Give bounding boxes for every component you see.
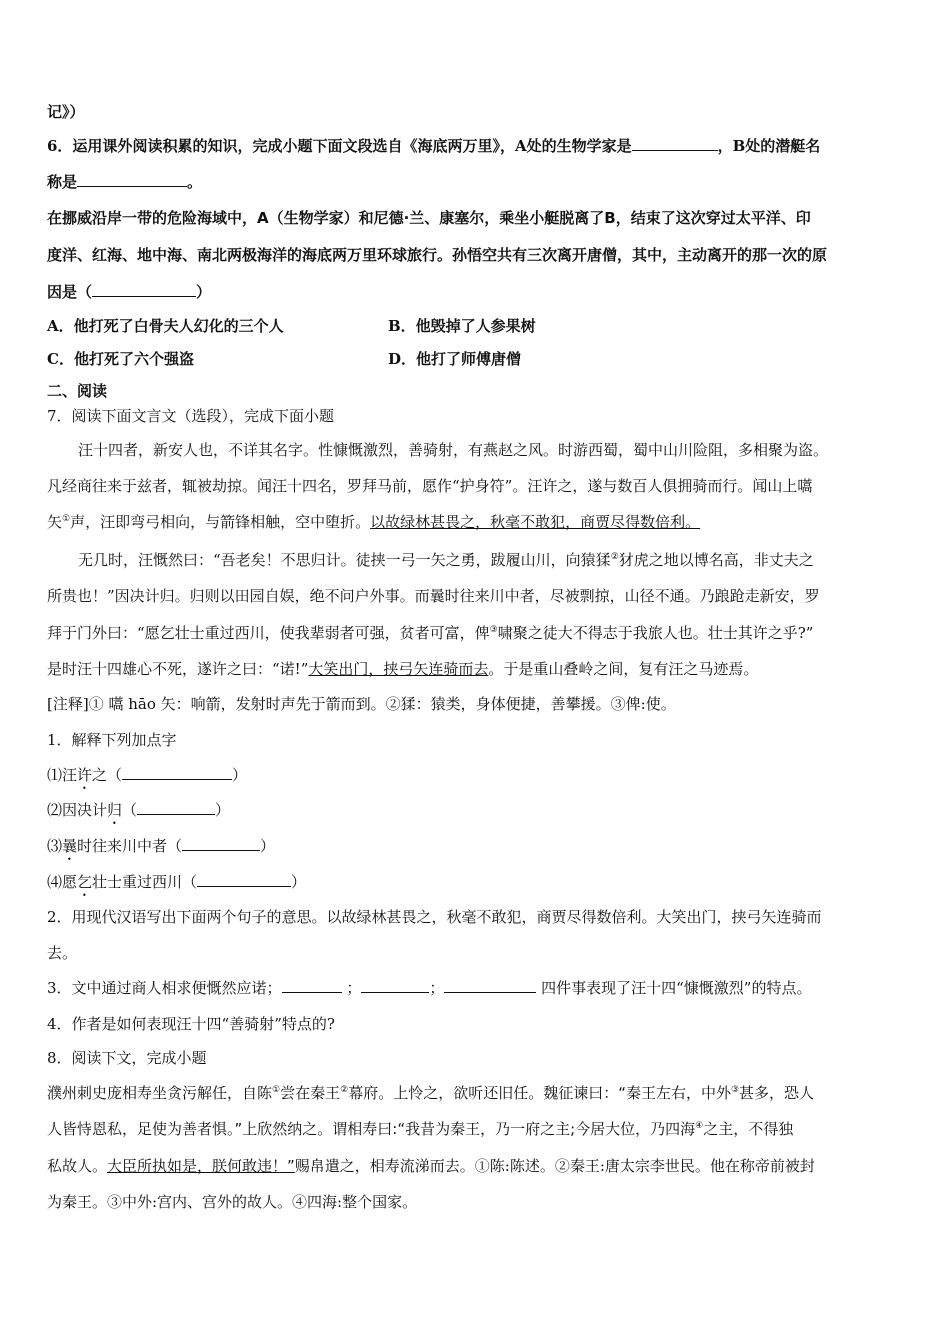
section-title: 二、阅读 (47, 382, 108, 400)
q7-text-b2: 所贵也！”因决计归。归则以田园自娱，绝不问户外事。而曩时往来川中者，尽被剽掠，山径不通。乃踉跄走新安，罗 (47, 587, 820, 605)
top-fragment: 记》） (47, 103, 85, 121)
q8-text-3: 私故人。大臣所执如是，朕何敢违！”赐帛遣之，相寿流涕而去。①陈:陈述。②秦王:唐太宗李世民。他在称帝前被封 (47, 1157, 815, 1175)
q7-sub3: 3．文中通过商人相求便慨然应诺； ； ； 四件事表现了汪十四“慷慨激烈”的特点。 (47, 979, 812, 997)
q6-line1: 6．运用课外阅读积累的知识，完成小题下面文段选自《海底两万里》，A处的生物学家是 ，B处的潜艇名 (47, 137, 821, 155)
blank-3-2[interactable] (361, 978, 429, 993)
blank-1-4[interactable] (197, 872, 291, 887)
blank-1-3[interactable] (182, 836, 260, 851)
q6-line2: 称是 。 (47, 173, 203, 191)
q7-text-b1: 无几时，汪慨然曰：“吾老矣！不思归计。徒挟一弓一矢之勇，跋履山川，向猿猱②犲虎之地以博名高，非丈夫之 (78, 551, 814, 569)
option-c[interactable]: C．他打死了六个强盗 (47, 350, 194, 368)
blank-b[interactable] (77, 172, 187, 187)
q7-text-b3: 拜于门外曰：“愿乞壮士重过西川，使我辈弱者可强，贫者可富，俾③啸聚之徒大不得志于我旅人也。壮士其许之乎?” (47, 624, 814, 642)
option-d[interactable]: D．他打了师傅唐僧 (388, 350, 522, 368)
q8-text-2: 人皆恃恩私，足使为善者惧。”上欣然纳之。谓相寿曰:“我昔为秦王，乃一府之主;今居大位，乃四海④之主，不得独 (47, 1120, 794, 1138)
q6-passage-line2: 度洋、红海、地中海、南北两极海洋的海底两万里环球旅行。孙悟空共有三次离开唐僧，其中，主动离开的那一次的原 (47, 246, 828, 264)
q8-title: 8．阅读下文，完成小题 (47, 1049, 207, 1067)
q7-sub1-b: ⑵因决计归（ ） (47, 801, 231, 819)
q7-text-b4: 是时汪十四雄心不死，遂许之曰：“诺!”大笑出门，挟弓矢连骑而去。于是重山叠岭之间，复有汪之马迹焉。 (47, 660, 759, 678)
option-a[interactable]: A．他打死了白骨夫人幻化的三个人 (47, 317, 284, 335)
blank-3-3[interactable] (444, 978, 536, 993)
q7-sub1-c: ⑶曩时往来川中者（ ） (47, 837, 276, 855)
underlined-sentence-2: 大笑出门，挟弓矢连骑而去 (308, 660, 489, 678)
blank-1-1[interactable] (122, 765, 232, 780)
q7-sub2-line1: 2．用现代汉语写出下面两个句子的意思。以故绿林甚畏之，秋毫不敢犯，商贾尽得数倍利。大笑出门，挟弓矢连骑而 (47, 908, 822, 926)
q7-sub1-d: ⑷愿乞壮士重过西川（ ） (47, 873, 307, 891)
q8-text-1: 濮州刺史庞相寿坐贪污解任，自陈①尝在秦王②幕府。上怜之，欲听还旧任。魏征谏曰：“秦王左右，中外③甚多，恐人 (47, 1084, 815, 1102)
option-b[interactable]: B．他毁掉了人参果树 (388, 317, 536, 335)
q6-passage-line3: 因是（ ） (47, 283, 212, 301)
q6-passage-line1: 在挪威沿岸一带的危险海域中，A（生物学家）和尼德·兰、康塞尔，乘坐小艇脱离了B，结束了这次穿过太平洋、印 (47, 209, 811, 227)
q7-text-a1: 汪十四者，新安人也，不详其名字。性慷慨激烈，善骑射，有燕赵之风。时游西蜀，蜀中山川险阻，多相聚为盗。 (78, 441, 829, 459)
q7-text-a3: 矢①声，汪即弯弓相向，与箭锋相触，空中堕折。以故绿林甚畏之，秋毫不敢犯，商贾尽得数倍利。 (47, 513, 701, 531)
underlined-sentence-1: 以故绿林甚畏之，秋毫不敢犯，商贾尽得数倍利。 (370, 513, 701, 531)
q7-sub1-a: ⑴汪许之（ ） (47, 766, 248, 784)
q8-text-4: 为秦王。③中外:宫内、宫外的故人。④四海:整个国家。 (47, 1193, 418, 1211)
blank-a[interactable] (632, 136, 718, 151)
q7-sub4: 4．作者是如何表现汪十四“善骑射”特点的? (47, 1015, 335, 1033)
blank-1-2[interactable] (137, 800, 215, 815)
q7-sub2-line2: 去。 (47, 944, 78, 962)
q7-sub1-title: 1．解释下列加点字 (47, 731, 177, 749)
q7-title: 7．阅读下面文言文（选段），完成下面小题 (47, 407, 335, 425)
q7-text-a2: 凡经商往来于兹者，辄被劫掠。闻汪十四名，罗拜马前，愿作“护身符”。汪许之，遂与数百人俱拥骑而行。闻山上嚆 (47, 477, 813, 495)
underlined-sentence-3: 大臣所执如是，朕何敢违！” (107, 1157, 295, 1175)
q7-note: [注释]① 嚆 hāo 矢：响箭，发射时声先于箭而到。②猱：猿类，身体便捷，善攀援。③俾:使。 (47, 695, 676, 713)
blank-3-1[interactable] (282, 978, 342, 993)
blank-answer[interactable] (92, 282, 196, 297)
